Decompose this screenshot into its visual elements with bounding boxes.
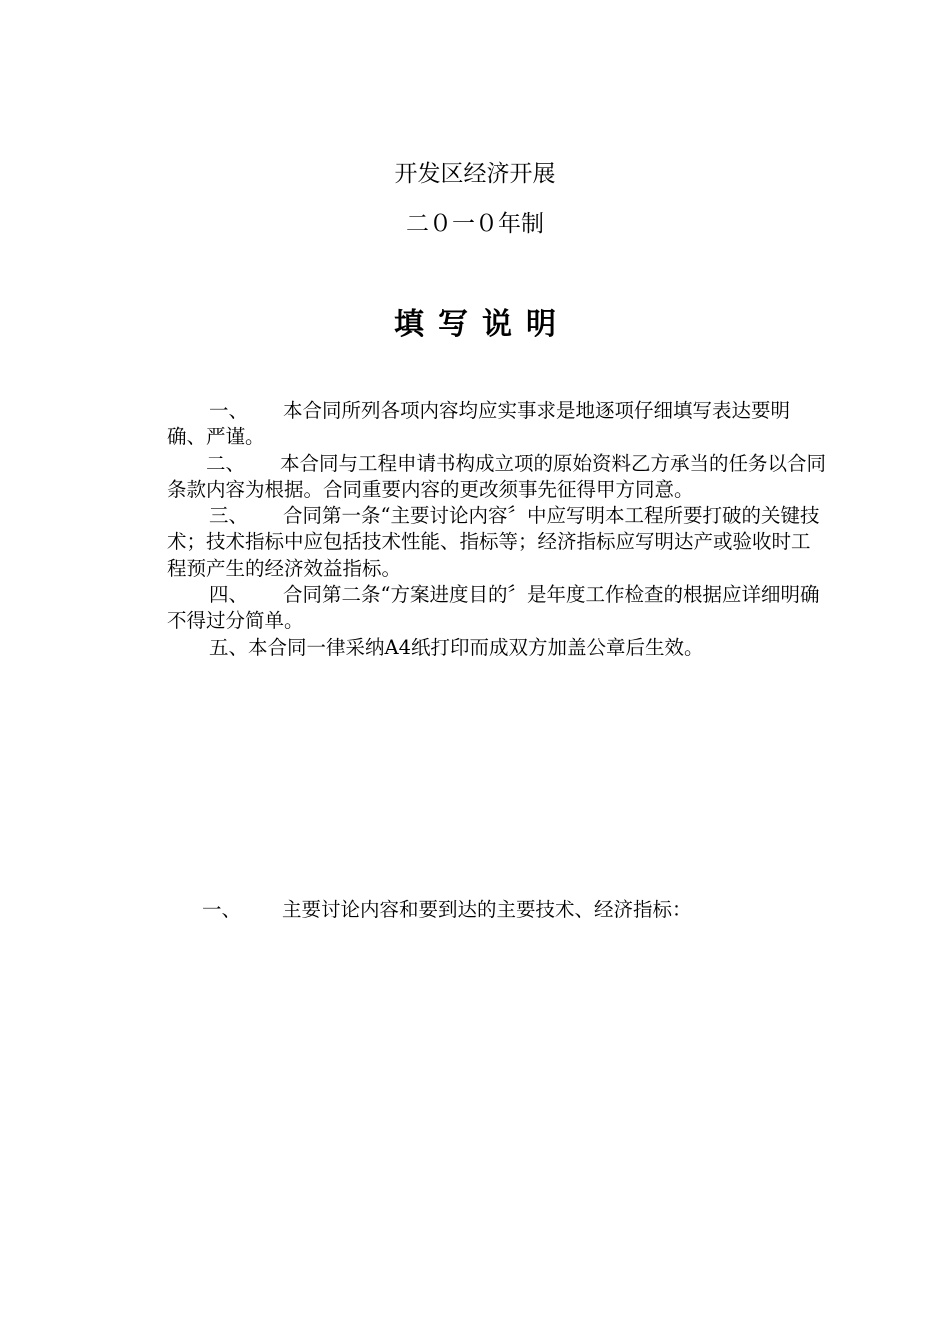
instruction-item-3 — [167, 503, 827, 582]
instruction-text: 五、本合同一律采纳A4纸打印而成双方加盖公章后生效。 — [209, 635, 704, 659]
instruction-item-4 — [167, 582, 827, 635]
instruction-number: 四、 — [209, 583, 249, 607]
document-year: 二０一０年制 — [406, 211, 544, 237]
instruction-text: 本合同所列各项内容均应实事求是地逐项仔细填写表达要明确、严谨。 — [167, 399, 791, 449]
instruction-text: 本合同与工程申请书构成立项的原始资料乙方承当的任务以合同条款内容为根据。合同重要内容的更改须事先征得甲方同意。 — [167, 451, 827, 501]
instruction-number: 一、 — [209, 399, 249, 422]
instruction-text: 合同第一条“主要讨论内容〞中应写明本工程所要打破的关键技术；技术指标中应包括技术性能、指标等；经济指标应写明达产或验收时工程预产生的经济效益指标。 — [167, 504, 820, 580]
section-heading-main-content — [202, 896, 692, 924]
section-title: 主要讨论内容和要到达的主要技术、经济指标： — [282, 898, 692, 921]
instruction-item-5 — [167, 635, 827, 661]
instruction-item-1 — [167, 398, 827, 451]
instruction-item-2 — [167, 451, 827, 504]
instruction-text: 合同第二条“方案进度目的〞是年度工作检查的根据应详细明确不得过分简单。 — [167, 583, 820, 633]
instruction-number: 二、 — [206, 451, 246, 475]
section-number: 一、 — [202, 898, 242, 921]
organization-name: 开发区经济开展 — [394, 161, 556, 187]
instruction-number: 三、 — [209, 504, 249, 528]
instructions-list — [167, 398, 827, 661]
instructions-title: 填写说明 — [394, 307, 570, 342]
